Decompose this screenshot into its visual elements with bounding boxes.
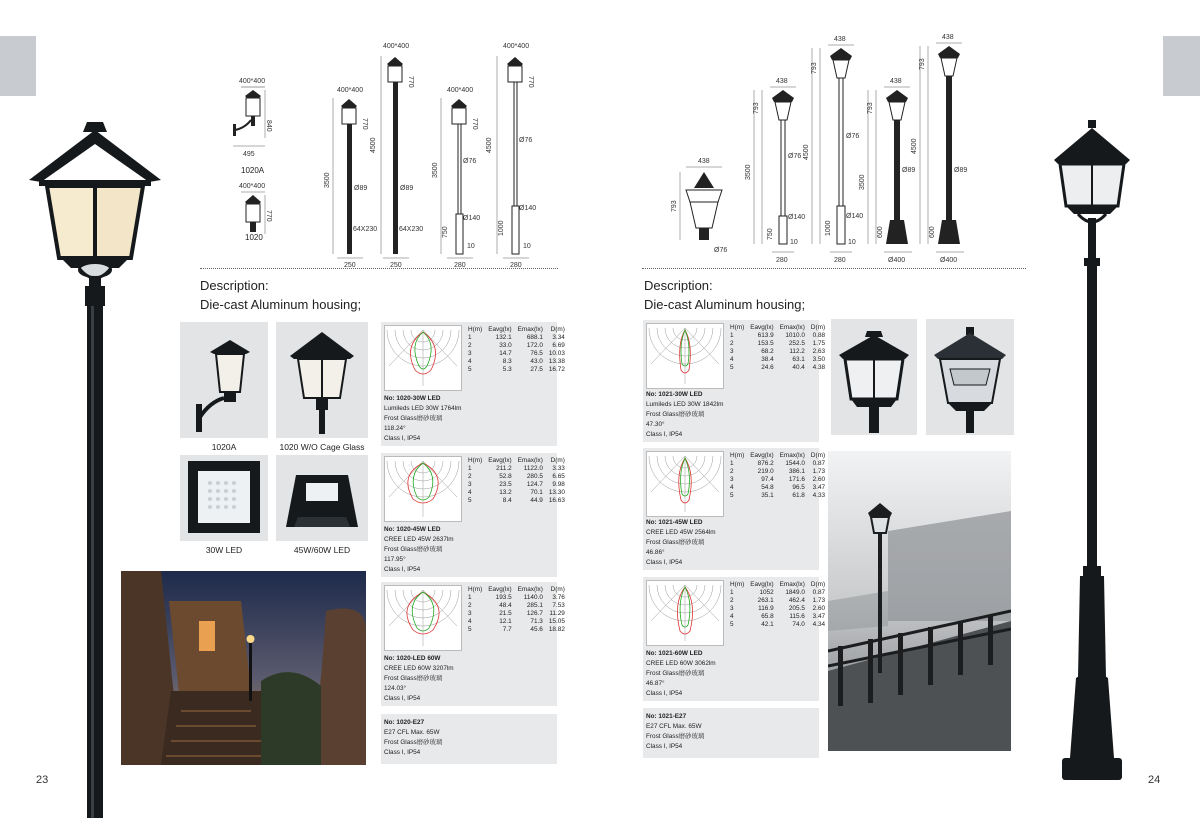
dim-p3-width: 280 [454, 262, 466, 269]
right-housing-text: Die-cast Aluminum housing; [644, 297, 806, 312]
dim-q3-head: 793 [867, 102, 874, 114]
dim-p4-foot: 10 [523, 243, 531, 250]
dim-p4-top: 400*400 [503, 43, 530, 50]
dim-p1-dia: Ø89 [354, 185, 368, 192]
dim-p2-top: 400*400 [383, 43, 410, 50]
illuminance-table: H(m) Eavg(lx) Emax(lx) D(m) 1 876.2 1544.0 0.87 2 219.0 386.1 1.73 3 97.4 171.6 2.60 4 54.8 96.5 3.47 5 35.1 61.8 4.33 [730, 452, 826, 499]
dim-q3-dia: Ø89 [902, 167, 916, 174]
dim-q1-low: 750 [767, 228, 774, 240]
photometric-diagram [384, 585, 462, 651]
dim-p3-d2: Ø140 [463, 215, 481, 222]
dim-q1-top: 438 [776, 78, 788, 85]
dim-p3-top: 400*400 [447, 87, 474, 94]
dim-p3-head: 770 [471, 118, 478, 130]
dim-q4-top: 438 [942, 34, 954, 41]
dim-p1-base: 64X230 [353, 226, 378, 233]
dim-q1-foot: 10 [790, 239, 798, 246]
dim-head-base: Ø76 [714, 247, 728, 254]
photometric-diagram [646, 323, 724, 389]
photometric-diagram [384, 325, 462, 391]
dim-p2-head: 770 [407, 76, 414, 88]
dim-wall2-height: 770 [265, 210, 272, 222]
dim-q1-head: 793 [753, 102, 760, 114]
dim-q1-total: 3500 [745, 164, 752, 180]
dim-p4-total: 4500 [486, 137, 493, 153]
spec-text: No: 1020-E27 E27 CFL Max. 65W Frost Glass磨砂玻璃 Class I, IP54 [384, 719, 443, 756]
dim-p3-total: 3500 [432, 162, 439, 178]
spec-card-1021-e27 [643, 708, 819, 758]
dim-q2-total: 4500 [803, 144, 810, 160]
dim-q2-foot: 10 [848, 239, 856, 246]
left-page-number: 23 [36, 774, 49, 786]
dim-q2-dia: Ø76 [846, 133, 860, 140]
dim-wall2-model: 1020 [245, 233, 263, 242]
dim-q2-d2: Ø140 [846, 213, 864, 220]
spec-text: No: 1020-LED 60W CREE LED 60W 3207lm Frost Glass磨砂玻璃 124.03° Class I, IP54 [384, 655, 454, 702]
dim-p1-width: 250 [344, 262, 356, 269]
dim-q4-head: 793 [919, 58, 926, 70]
right-page-number: 24 [1148, 774, 1161, 786]
dim-q4-total: 4500 [911, 138, 918, 154]
dim-q2-top: 438 [834, 36, 846, 43]
dim-p2-base: 64X230 [399, 226, 424, 233]
spec-text: No: 1021-E27 E27 CFL Max. 65W Frost Glass磨砂玻璃 Class I, IP54 [646, 713, 705, 750]
left-divider [200, 268, 558, 269]
right-corner-tab [1163, 36, 1200, 96]
spec-text: No: 1021-30W LED Lumileds LED 30W 1842lm Frost Glass磨砂玻璃 47.30° Class I, IP54 [646, 391, 724, 438]
dim-q2-low: 1000 [825, 220, 832, 236]
product-photo-45w-60w-led [276, 455, 368, 541]
spec-card-1020-45w [381, 453, 565, 577]
right-description-label: Description: [644, 278, 713, 293]
spec-card-1021-45w [643, 448, 826, 570]
spec-text: No: 1020-45W LED CREE LED 45W 2637lm Frost Glass磨砂玻璃 117.95° Class I, IP54 [384, 526, 454, 573]
caption-30w-led: 30W LED [205, 545, 243, 555]
spec-card-1020-60w [381, 582, 565, 706]
product-photo-1021-clear [926, 319, 1014, 435]
dim-q3-top: 438 [890, 78, 902, 85]
dim-p1-head: 770 [361, 118, 368, 130]
dim-q4-dia: Ø89 [954, 167, 968, 174]
right-dimension-drawings [666, 30, 996, 270]
dim-wall-model: 1020A [241, 166, 265, 175]
dim-wall-top: 400*400 [239, 78, 266, 85]
dim-q3-total: 3500 [859, 174, 866, 190]
dim-p2-width: 250 [390, 262, 402, 269]
dim-p2-dia: Ø89 [400, 185, 414, 192]
caption-45w-60w-led: 45W/60W LED [293, 545, 351, 555]
dim-p3-low: 750 [442, 226, 449, 238]
photometric-diagram [384, 456, 462, 522]
dim-q4-base: Ø400 [940, 257, 958, 264]
left-corner-tab [0, 36, 36, 96]
left-description-label: Description: [200, 278, 269, 293]
dim-q4-low: 600 [929, 226, 936, 238]
left-housing-text: Die-cast Aluminum housing; [200, 297, 362, 312]
product-photo-1021-frosted [831, 319, 917, 435]
dim-p4-d2: Ø140 [519, 205, 537, 212]
dim-wall-width: 495 [243, 151, 255, 158]
photometric-diagram [646, 451, 724, 517]
left-dimension-drawings [225, 38, 560, 270]
dim-p4-low: 1000 [498, 220, 505, 236]
dim-head-top: 438 [698, 158, 710, 165]
illuminance-table: H(m) Eavg(lx) Emax(lx) D(m) 1 613.9 1010.0 0.88 2 153.5 252.5 1.75 3 68.2 112.2 2.63 4 38.4 63.1 3.50 5 24.6 40.4 4.38 [730, 324, 826, 371]
illuminance-table: H(m) Eavg(lx) Emax(lx) D(m) 1 193.5 1140.0 3.76 2 48.4 285.1 7.53 3 21.5 126.7 11.29 4 12.1 71.3 15.05 5 7.7 45.6 18.82 [468, 586, 565, 633]
dim-q2-width: 280 [834, 257, 846, 264]
dim-p1-top: 400*400 [337, 87, 364, 94]
dim-p3-foot: 10 [467, 243, 475, 250]
dim-q2-head: 793 [811, 62, 818, 74]
spec-card-1021-60w [643, 577, 826, 701]
spec-card-1021-30w [643, 320, 826, 442]
dim-q1-dia: Ø76 [788, 153, 802, 160]
night-scene-photo [121, 571, 366, 765]
dim-q1-d2: Ø140 [788, 214, 806, 221]
illuminance-table: H(m) Eavg(lx) Emax(lx) D(m) 1 1052 1849.0 0.87 2 263.1 462.4 1.73 3 116.9 205.5 2.60 4 65.8 115.6 3.47 5 42.1 74.0 4.34 [730, 581, 826, 628]
caption-1020: 1020 W/O Cage Glass [279, 442, 365, 452]
dim-wall2-top: 400*400 [239, 183, 266, 190]
photometric-diagram [646, 580, 724, 646]
dim-head-height: 793 [671, 200, 678, 212]
illuminance-table: H(m) Eavg(lx) Emax(lx) D(m) 1 132.1 688.1 3.34 2 33.0 172.0 6.69 3 14.7 76.5 10.03 4 8.3 43.0 13.38 5 5.3 27.5 16.72 [468, 326, 565, 373]
spec-text: No: 1020-30W LED Lumileds LED 30W 1764lm Frost Glass磨砂玻璃 118.24° Class I, IP54 [384, 395, 462, 442]
right-divider [642, 268, 1026, 269]
spec-card-1020-e27 [381, 714, 557, 764]
illuminance-table: H(m) Eavg(lx) Emax(lx) D(m) 1 211.2 1122.0 3.33 2 52.8 280.5 6.65 3 23.5 124.7 9.98 4 13.2 70.1 13.30 5 8.4 44.9 16.63 [468, 457, 565, 504]
dim-q1-width: 280 [776, 257, 788, 264]
dim-p1-total: 3500 [324, 172, 331, 188]
spec-text: No: 1021-45W LED CREE LED 45W 2564lm Frost Glass磨砂玻璃 46.86° Class I, IP54 [646, 519, 716, 566]
product-photo-1020A [180, 322, 268, 438]
product-photo-1020 [276, 322, 368, 438]
spec-card-1020-30w [381, 322, 565, 446]
dim-wall-height: 840 [265, 120, 272, 132]
right-hero-lamp-post [1052, 118, 1132, 784]
dim-p4-width: 280 [510, 262, 522, 269]
spec-text: No: 1021-60W LED CREE LED 60W 3062lm Frost Glass磨砂玻璃 46.87° Class I, IP54 [646, 650, 716, 697]
product-photo-30w-led [180, 455, 268, 541]
dim-q3-low: 600 [877, 226, 884, 238]
dim-p2-total: 4500 [370, 137, 377, 153]
dim-p4-head: 770 [527, 76, 534, 88]
dim-p4-dia: Ø76 [519, 137, 533, 144]
dim-q3-base: Ø400 [888, 257, 906, 264]
dim-p3-dia: Ø76 [463, 158, 477, 165]
caption-1020A: 1020A [211, 442, 237, 452]
misty-street-photo [828, 451, 1011, 751]
